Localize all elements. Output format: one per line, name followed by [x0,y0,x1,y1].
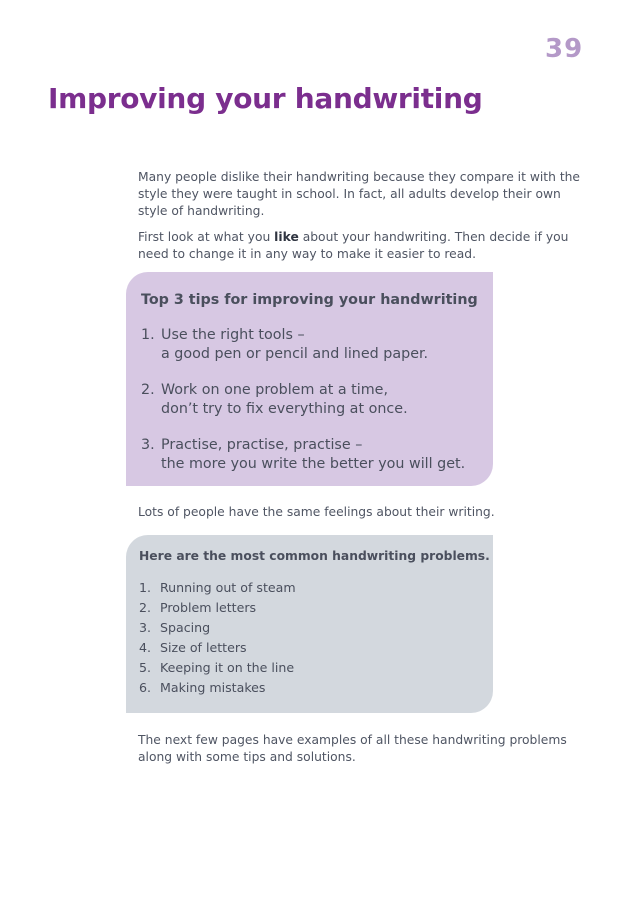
tip-text [161,326,428,364]
tip-line: Use the right tools – [161,327,305,343]
problem-label: Keeping it on the line [160,660,295,675]
tip-number: 1. [141,327,155,343]
tips-box [126,272,493,486]
tip-number: 2. [141,382,155,398]
tip-line: Work on one problem at a time, [161,382,389,398]
middle-paragraph: Lots of people have the same feelings about their writing. [138,505,495,519]
tip-number: 3. [141,437,155,453]
tip-text [161,381,408,419]
tip-text [161,436,465,474]
problem-item [139,658,493,678]
problems-list [139,578,493,698]
closing-paragraph: The next few pages have examples of all these handwriting problems along with some tips and solutions. [138,733,567,764]
intro-emphasis-like: like [274,230,299,244]
intro-paragraph-2-end: about your handwriting. Then decide if you need to change it in any way to make it easier to read. [138,230,569,261]
problem-item [139,678,493,698]
problem-number: 5. [139,660,152,675]
tips-heading: Top 3 tips for improving your handwriting [141,292,478,308]
page-number: 39 [545,34,584,64]
problem-number: 1. [139,580,152,595]
intro-paragraph-2 [138,229,583,263]
tip-item [141,381,493,419]
problems-box [126,535,493,713]
tip-line: don’t try to fix everything at once. [161,401,408,417]
tip-item [141,326,493,364]
problem-number: 4. [139,640,152,655]
page-title: Improving your handwriting [48,82,483,115]
problem-label: Making mistakes [160,680,266,695]
problem-item [139,638,493,658]
tips-list [141,326,493,474]
problem-label: Size of letters [160,640,247,655]
intro-paragraph-1: Many people dislike their handwriting because they compare it with the style they were taught in school. In fact, all adults develop their own style of handwriting. [138,170,580,218]
tip-line: the more you write the better you will get. [161,456,466,472]
tip-item [141,436,493,474]
problem-item [139,598,493,618]
tip-line: a good pen or pencil and lined paper. [161,346,429,362]
problem-number: 3. [139,620,152,635]
problem-item [139,618,493,638]
problem-label: Spacing [160,620,211,635]
problem-number: 6. [139,680,152,695]
intro-paragraph-2-start: First look at what you [138,230,275,244]
tip-line: Practise, practise, practise – [161,437,363,453]
problem-label: Problem letters [160,600,257,615]
problem-label: Running out of steam [160,580,296,595]
problems-heading: Here are the most common handwriting problems. [139,549,490,563]
problem-item [139,578,493,598]
problem-number: 2. [139,600,152,615]
